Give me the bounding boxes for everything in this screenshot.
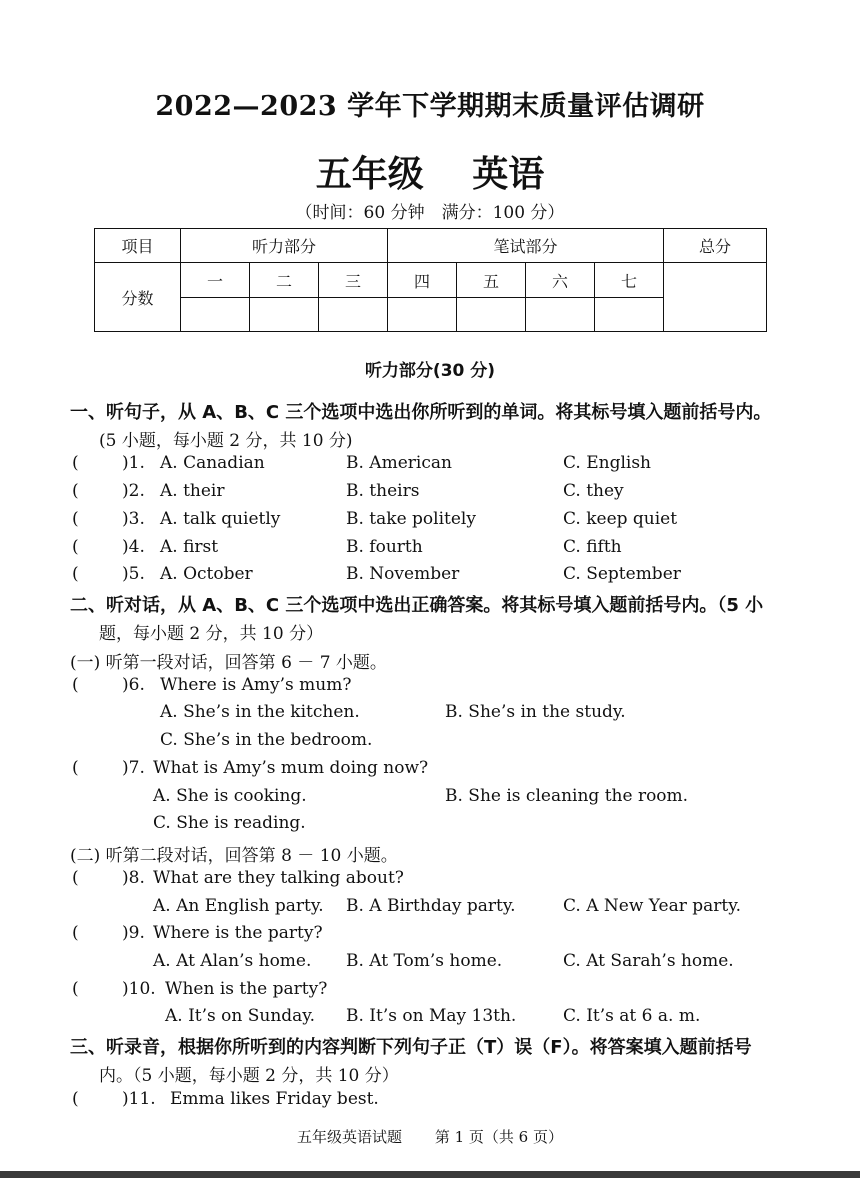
- option-c: C. fifth: [563, 537, 622, 557]
- question-number: )11.: [122, 1089, 156, 1109]
- writing-header: 笔试部分: [388, 229, 664, 263]
- option-b: B. It’s on May 13th.: [346, 1006, 517, 1026]
- score-row-label: 分数: [95, 263, 181, 332]
- question-number: )3.: [122, 509, 145, 529]
- option-c: C. It’s at 6 a. m.: [563, 1006, 701, 1026]
- answer-bracket[interactable]: (: [72, 537, 79, 557]
- option-c: C. She is reading.: [153, 813, 306, 833]
- answer-bracket[interactable]: (: [72, 923, 79, 943]
- question-text: Where is Amy’s mum?: [160, 675, 352, 695]
- question-text: When is the party?: [165, 979, 328, 999]
- col-1: 一: [181, 263, 250, 298]
- option-c: C. keep quiet: [563, 509, 678, 529]
- option-b: B. take politely: [346, 509, 476, 529]
- question-number: )8.: [122, 868, 145, 888]
- option-a: A. She’s in the kitchen.: [160, 702, 360, 722]
- question-text: Where is the party?: [153, 923, 323, 943]
- score-cell-6[interactable]: [526, 298, 595, 332]
- question-number: )1.: [122, 453, 145, 473]
- exam-title: 2022—2023 学年下学期期末质量评估调研: [155, 91, 705, 122]
- footer-exam-name: 五年级英语试题: [297, 1128, 403, 1146]
- answer-bracket[interactable]: (: [72, 481, 79, 501]
- option-a: A. She is cooking.: [153, 786, 307, 806]
- score-cell-5[interactable]: [457, 298, 526, 332]
- option-a: A. An English party.: [153, 896, 324, 916]
- col-3: 三: [319, 263, 388, 298]
- option-b: B. A Birthday party.: [346, 896, 516, 916]
- question-text: Emma likes Friday best.: [170, 1089, 379, 1109]
- subject-label: 英语: [472, 154, 545, 195]
- scan-edge-divider: [0, 1171, 860, 1178]
- col-6: 六: [526, 263, 595, 298]
- score-cell-1[interactable]: [181, 298, 250, 332]
- question-number: )7.: [122, 758, 145, 778]
- question-number: )10.: [122, 979, 156, 999]
- score-table: [94, 228, 767, 332]
- answer-bracket[interactable]: (: [72, 1089, 79, 1109]
- option-b: B. theirs: [346, 481, 420, 501]
- option-c: C. they: [563, 481, 624, 501]
- question-number: )2.: [122, 481, 145, 501]
- option-b: B. At Tom’s home.: [346, 951, 503, 971]
- score-cell-7[interactable]: [595, 298, 664, 332]
- grade-label: 五年级: [315, 154, 424, 195]
- footer-page-number: 第 1 页（共 6 页）: [434, 1128, 563, 1146]
- part1-heading: 一、听句子，从 A、B、C 三个选项中选出你所听到的单词。将其标号填入题前括号内。: [70, 402, 772, 423]
- item-header: 项目: [95, 229, 181, 263]
- option-a: A. It’s on Sunday.: [165, 1006, 316, 1026]
- question-number: )9.: [122, 923, 145, 943]
- part2-heading: 二、听对话，从 A、B、C 三个选项中选出正确答案。将其标号填入题前括号内。（5 小: [70, 595, 764, 616]
- option-a: A. October: [160, 564, 253, 584]
- option-a: A. talk quietly: [160, 509, 281, 529]
- answer-bracket[interactable]: (: [72, 868, 79, 888]
- answer-bracket[interactable]: (: [72, 509, 79, 529]
- option-b: B. November: [346, 564, 460, 584]
- option-b: B. She’s in the study.: [445, 702, 626, 722]
- col-5: 五: [457, 263, 526, 298]
- answer-bracket[interactable]: (: [72, 758, 79, 778]
- option-c: C. She’s in the bedroom.: [160, 730, 373, 750]
- col-4: 四: [388, 263, 457, 298]
- answer-bracket[interactable]: (: [72, 979, 79, 999]
- exam-info: （时间：60 分钟 满分：100 分）: [295, 203, 565, 223]
- part1-note: (5 小题，每小题 2 分，共 10 分): [99, 431, 353, 451]
- total-header: 总分: [664, 229, 767, 263]
- option-b: B. American: [346, 453, 452, 473]
- listening-header: 听力部分: [181, 229, 388, 263]
- option-a: A. first: [160, 537, 219, 557]
- total-score-cell[interactable]: [664, 263, 767, 332]
- col-2: 二: [250, 263, 319, 298]
- part2-sub2: (二) 听第二段对话，回答第 8 － 10 小题。: [70, 846, 398, 866]
- part3-heading: 三、听录音，根据你所听到的内容判断下列句子正（T）误（F）。将答案填入题前括号: [70, 1037, 752, 1058]
- answer-bracket[interactable]: (: [72, 453, 79, 473]
- answer-bracket[interactable]: (: [72, 564, 79, 584]
- option-a: A. Canadian: [160, 453, 265, 473]
- option-a: A. their: [160, 481, 225, 501]
- option-b: B. She is cleaning the room.: [445, 786, 689, 806]
- page-footer: [0, 1126, 860, 1147]
- answer-bracket[interactable]: (: [72, 675, 79, 695]
- part3-heading-cont: 内。（5 小题，每小题 2 分，共 10 分）: [99, 1066, 399, 1086]
- score-cell-3[interactable]: [319, 298, 388, 332]
- question-text: What is Amy’s mum doing now?: [153, 758, 429, 778]
- score-cell-2[interactable]: [250, 298, 319, 332]
- question-number: )6.: [122, 675, 145, 695]
- option-c: C. September: [563, 564, 681, 584]
- exam-subject: [0, 146, 860, 197]
- part2-sub1: (一) 听第一段对话，回答第 6 － 7 小题。: [70, 653, 387, 673]
- option-b: B. fourth: [346, 537, 423, 557]
- col-7: 七: [595, 263, 664, 298]
- question-number: )4.: [122, 537, 145, 557]
- listening-section-heading: 听力部分(30 分): [364, 361, 496, 381]
- option-c: C. A New Year party.: [563, 896, 741, 916]
- option-a: A. At Alan’s home.: [153, 951, 312, 971]
- option-c: C. English: [563, 453, 651, 473]
- question-text: What are they talking about?: [153, 868, 404, 888]
- score-cell-4[interactable]: [388, 298, 457, 332]
- question-number: )5.: [122, 564, 145, 584]
- part2-heading-cont: 题，每小题 2 分，共 10 分）: [99, 624, 324, 644]
- option-c: C. At Sarah’s home.: [563, 951, 734, 971]
